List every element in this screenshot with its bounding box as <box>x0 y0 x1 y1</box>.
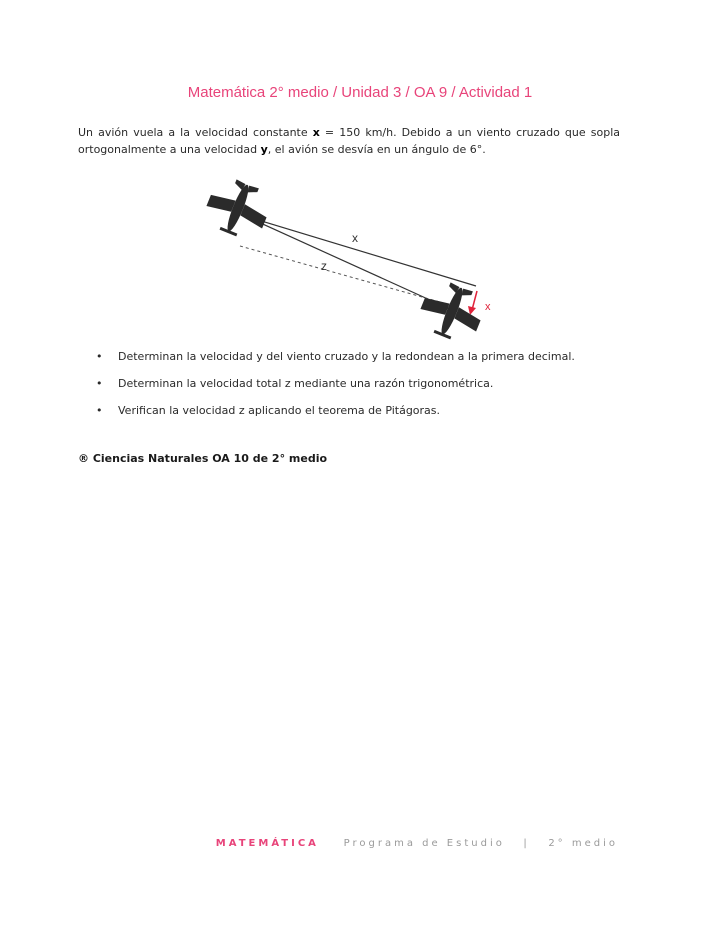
variable-x: x <box>312 126 320 139</box>
bullet-icon: • <box>96 350 103 363</box>
paragraph-text-2: = 150 km/h. Debido a un viento cruzado que sopla ortogonalmente a una velocidad <box>78 126 620 156</box>
arrow-y-shaft <box>472 291 477 310</box>
footer-subject: MATEMÁTICA <box>215 838 319 849</box>
footer-program: Programa de Estudio <box>343 838 505 849</box>
line-dashed <box>240 246 440 302</box>
airplane-icon <box>200 176 275 244</box>
paragraph-text-1: Un avión vuela a la velocidad constante <box>78 126 313 139</box>
footer-separator: | <box>523 838 530 849</box>
list-item: • Verifican la velocidad z aplicando el teorema de Pitágoras. <box>96 404 441 417</box>
list-item: • Determinan la velocidad y del viento cruzado y la redondean a la primera decimal. <box>96 350 575 363</box>
line-z <box>245 216 452 310</box>
label-z-line: z <box>321 259 327 273</box>
section-reference: ® Ciencias Naturales OA 10 de 2° medio <box>78 452 328 465</box>
page-title: Matemática 2° medio / Unidad 3 / OA 9 / Actividad 1 <box>187 84 533 101</box>
line-x <box>245 216 476 286</box>
bullet-icon: • <box>96 377 103 390</box>
airplane-icon <box>414 276 489 346</box>
footer-level: 2° medio <box>548 838 618 849</box>
activity-list <box>96 350 626 431</box>
label-x-line: x <box>352 231 358 245</box>
label-x-arrow: x <box>485 301 491 313</box>
problem-paragraph <box>78 124 620 158</box>
bullet-icon: • <box>96 404 103 417</box>
variable-y: y <box>260 143 268 156</box>
list-item: • Determinan la velocidad total z mediante una razón trigonométrica. <box>96 377 494 390</box>
page-footer <box>216 838 618 849</box>
paragraph-text-3: , el avión se desvía en un ángulo de 6°. <box>267 143 486 156</box>
velocity-diagram <box>190 176 500 346</box>
